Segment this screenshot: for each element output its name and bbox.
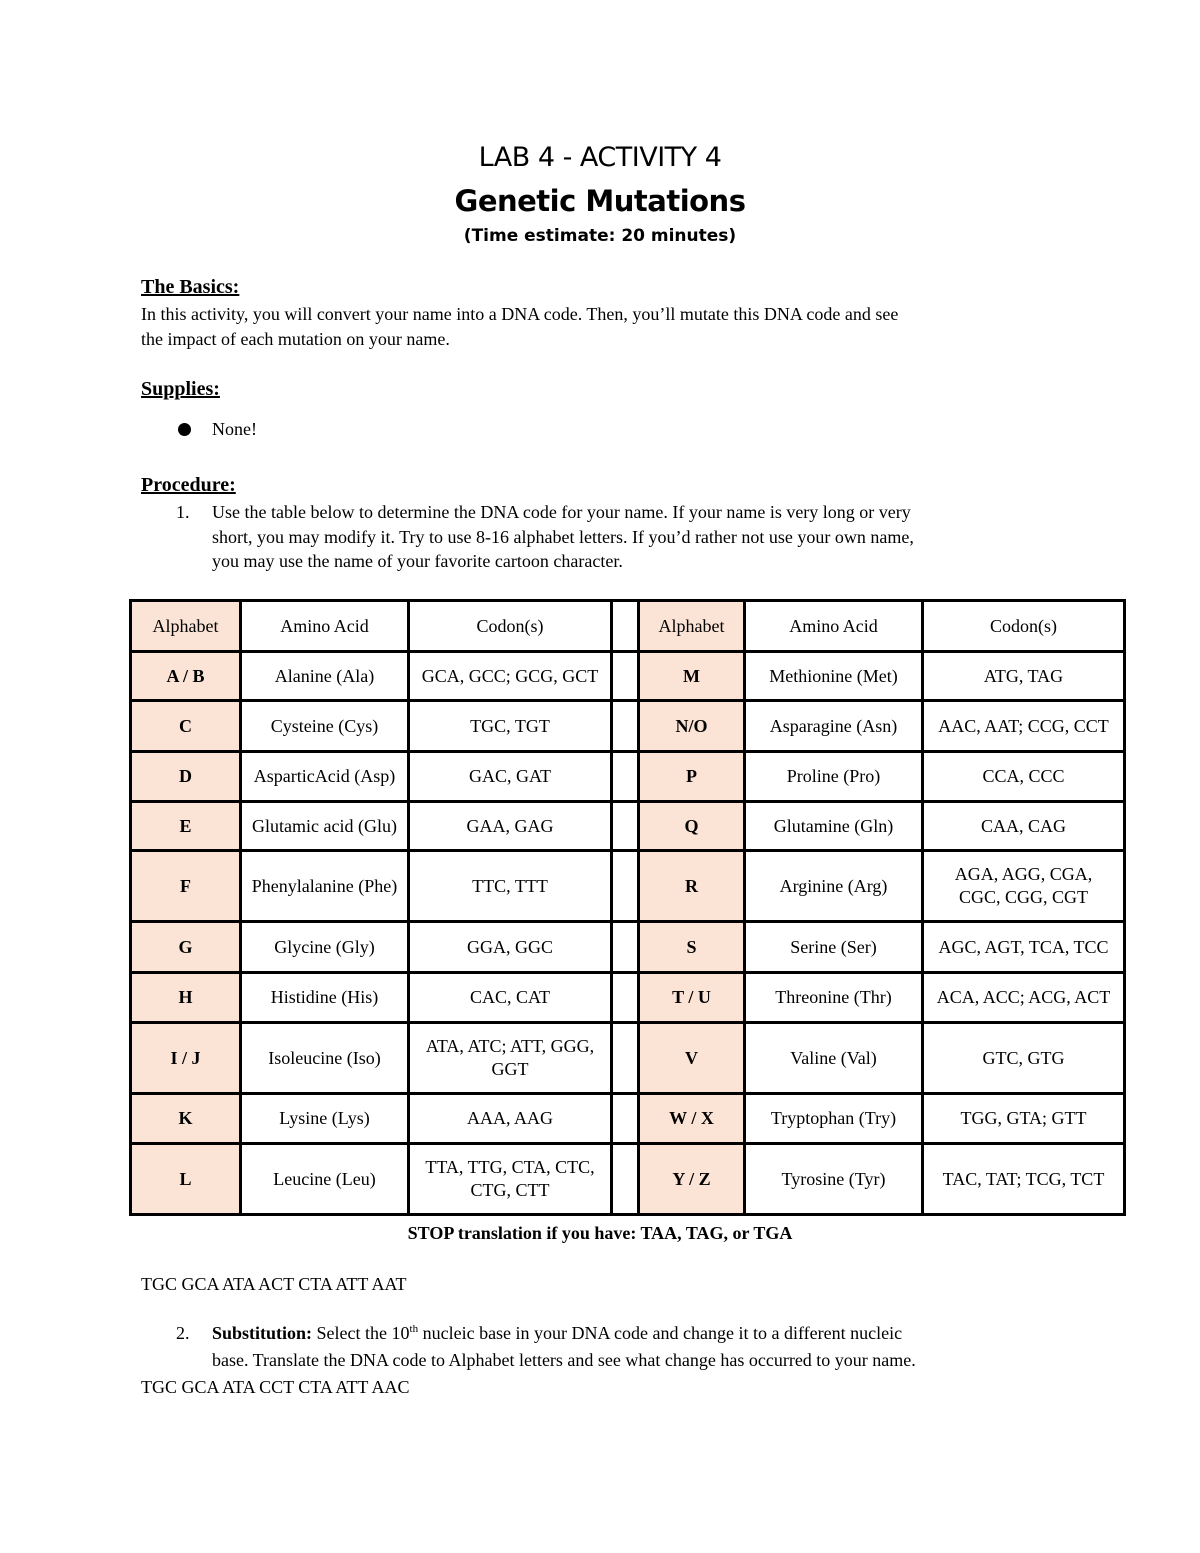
step1-line1: Use the table below to determine the DNA code for your name. If your name is very long or very	[212, 502, 911, 522]
codon-text: AAC, AAT; CCG, CCT	[938, 715, 1109, 736]
letter-cell-left: H	[131, 973, 241, 1023]
letter-cell-left: L	[131, 1144, 241, 1215]
amino-cell-left: Cysteine (Cys)	[241, 701, 409, 752]
codon-text: TTC, TTT	[472, 875, 548, 896]
codon-cell-l	[409, 1023, 612, 1094]
header-alphabet-right: Alphabet	[639, 601, 745, 652]
table-row	[131, 1023, 1125, 1094]
amino-cell-right: Glutamine (Gln)	[745, 802, 923, 851]
amino-cell-right: Methionine (Met)	[745, 652, 923, 701]
amino-cell-right: Tyrosine (Tyr)	[745, 1144, 923, 1215]
letter-cell-left: C	[131, 701, 241, 752]
time-estimate: (Time estimate: 20 minutes)	[463, 226, 737, 246]
amino-cell-right: Asparagine (Asn)	[745, 701, 923, 752]
amino-cell-right: Tryptophan (Try)	[745, 1094, 923, 1144]
table-header-row	[131, 601, 1125, 652]
step1-line2: short, you may modify it. Try to use 8-16 alphabet letters. If you’d rather not use your own name,	[212, 527, 914, 547]
codon-text: GGA, GGC	[466, 936, 553, 957]
table-row	[131, 652, 1125, 701]
table-row	[131, 851, 1125, 922]
codon-table	[129, 599, 1126, 1216]
basics-text-line2: the impact of each mutation on your name.	[141, 329, 450, 349]
header-codons-right: Codon(s)	[923, 601, 1125, 652]
amino-cell-right: Valine (Val)	[745, 1023, 923, 1094]
table-gap	[612, 1023, 639, 1094]
page-title: Genetic Mutations	[454, 184, 746, 218]
step1-line3: you may use the name of your favorite cartoon character.	[212, 551, 623, 571]
step2-text-b: nucleic base in your DNA code and change it to a different nucleic	[418, 1323, 903, 1343]
codon-text: TGC, TGT	[470, 715, 550, 736]
amino-cell-right: Serine (Ser)	[745, 922, 923, 973]
lab-label: LAB 4 - ACTIVITY 4	[478, 142, 722, 173]
basics-heading: The Basics:	[141, 276, 240, 298]
table-row	[131, 1144, 1125, 1215]
amino-cell-left: Glutamic acid (Glu)	[241, 802, 409, 851]
substitution-label: Substitution:	[212, 1323, 313, 1343]
codon-cell-l	[409, 922, 612, 973]
codon-text: GAC, GAT	[468, 766, 551, 786]
table-row	[131, 973, 1125, 1023]
dna-code: TGC GCA ATA ACT CTA ATT AAT	[141, 1274, 407, 1294]
letter-cell-left: A / B	[131, 652, 241, 701]
letter-cell-left: I / J	[131, 1023, 241, 1094]
letter-cell-right: N/O	[639, 701, 745, 752]
letter-cell-left: E	[131, 802, 241, 851]
header-amino-left: Amino Acid	[241, 601, 409, 652]
codon-text: GAA, GAG	[466, 815, 554, 836]
letter-cell-right: V	[639, 1023, 745, 1094]
codon-cell-r	[923, 752, 1125, 802]
amino-cell-left: Glycine (Gly)	[241, 922, 409, 973]
header-codons-left: Codon(s)	[409, 601, 612, 652]
codon-text: CAC, CAT	[469, 987, 550, 1007]
step2-number: 2.	[176, 1323, 190, 1343]
step2-sup: th	[409, 1323, 419, 1335]
codon-cell-r	[923, 922, 1125, 973]
codon-cell-r	[923, 1094, 1125, 1144]
codon-cell-l	[409, 701, 612, 752]
letter-cell-left: D	[131, 752, 241, 802]
table-gap	[612, 601, 639, 652]
letter-cell-right: Y / Z	[639, 1144, 745, 1215]
letter-cell-right: M	[639, 652, 745, 701]
amino-cell-left: Phenylalanine (Phe)	[241, 851, 409, 922]
supplies-heading: Supplies:	[141, 378, 220, 400]
codon-cell-l	[409, 652, 612, 701]
amino-cell-left: AsparticAcid (Asp)	[241, 752, 409, 802]
stop-note: STOP translation if you have: TAA, TAG, or TGA	[407, 1223, 793, 1243]
codon-cell-r	[923, 1144, 1125, 1215]
amino-cell-left: Alanine (Ala)	[241, 652, 409, 701]
codon-text: ACA, ACC; ACG, ACT	[936, 987, 1111, 1007]
codon-text-cont: CTG, CTT	[470, 1180, 550, 1200]
codon-cell-l	[409, 973, 612, 1023]
codon-cell-l	[409, 1094, 612, 1144]
table-gap	[612, 1094, 639, 1144]
letter-cell-right: T / U	[639, 973, 745, 1023]
table-row	[131, 752, 1125, 802]
letter-cell-right: R	[639, 851, 745, 922]
codon-cell-l	[409, 752, 612, 802]
amino-cell-left: Isoleucine (Iso)	[241, 1023, 409, 1094]
header-amino-right: Amino Acid	[745, 601, 923, 652]
letter-cell-left: K	[131, 1094, 241, 1144]
amino-cell-right: Proline (Pro)	[745, 752, 923, 802]
codon-text: TTA, TTG, CTA, CTC,	[425, 1157, 595, 1177]
basics-text-line1: In this activity, you will convert your name into a DNA code. Then, you’ll mutate this DNA code and see	[141, 304, 899, 324]
table-row	[131, 1094, 1125, 1144]
codon-cell-r	[923, 1023, 1125, 1094]
bullet-icon	[178, 423, 191, 436]
codon-cell-l	[409, 851, 612, 922]
codon-cell-r	[923, 973, 1125, 1023]
mutated-code: TGC GCA ATA CCT CTA ATT AAC	[141, 1377, 410, 1397]
amino-cell-right: Arginine (Arg)	[745, 851, 923, 922]
letter-cell-right: S	[639, 922, 745, 973]
table-row	[131, 701, 1125, 752]
codon-text: GTC, GTG	[982, 1047, 1065, 1068]
table-gap	[612, 652, 639, 701]
table-gap	[612, 851, 639, 922]
letter-cell-right: Q	[639, 802, 745, 851]
codon-text: TGG, GTA; GTT	[960, 1108, 1087, 1128]
procedure-heading: Procedure:	[141, 474, 236, 496]
step2-line2: base. Translate the DNA code to Alphabet letters and see what change has occurred to your name.	[212, 1350, 916, 1370]
codon-text-cont: CGC, CGG, CGT	[958, 887, 1088, 907]
codon-text: AGA, AGG, CGA,	[954, 864, 1093, 884]
supplies-item: None!	[212, 419, 257, 439]
codon-cell-r	[923, 701, 1125, 752]
amino-cell-left: Histidine (His)	[241, 973, 409, 1023]
table-gap	[612, 922, 639, 973]
header-alphabet-left: Alphabet	[131, 601, 241, 652]
codon-cell-l	[409, 802, 612, 851]
table-gap	[612, 973, 639, 1023]
amino-cell-right: Threonine (Thr)	[745, 973, 923, 1023]
codon-text: ATA, ATC; ATT, GGG,	[425, 1036, 595, 1056]
amino-cell-left: Leucine (Leu)	[241, 1144, 409, 1215]
table-gap	[612, 802, 639, 851]
step2-text-a: Select the 10	[312, 1323, 410, 1343]
codon-cell-r	[923, 652, 1125, 701]
step1-number: 1.	[176, 502, 190, 522]
letter-cell-right: P	[639, 752, 745, 802]
codon-text: CCA, CCC	[982, 766, 1065, 786]
codon-text: TAC, TAT; TCG, TCT	[942, 1168, 1105, 1189]
amino-cell-left: Lysine (Lys)	[241, 1094, 409, 1144]
codon-text: CAA, CAG	[980, 815, 1066, 836]
codon-text-cont: GGT	[491, 1059, 529, 1079]
codon-text: GCA, GCC; GCG, GCT	[421, 665, 599, 686]
table-gap	[612, 701, 639, 752]
codon-cell-r	[923, 851, 1125, 922]
step2-line1	[212, 1321, 902, 1346]
letter-cell-left: F	[131, 851, 241, 922]
codon-text: ATG, TAG	[983, 665, 1064, 686]
codon-text: AAA, AAG	[466, 1108, 553, 1128]
letter-cell-right: W / X	[639, 1094, 745, 1144]
codon-cell-r	[923, 802, 1125, 851]
codon-cell-l	[409, 1144, 612, 1215]
table-row	[131, 922, 1125, 973]
letter-cell-left: G	[131, 922, 241, 973]
codon-text: AGC, AGT, TCA, TCC	[938, 936, 1109, 957]
table-gap	[612, 752, 639, 802]
table-gap	[612, 1144, 639, 1215]
table-row	[131, 802, 1125, 851]
